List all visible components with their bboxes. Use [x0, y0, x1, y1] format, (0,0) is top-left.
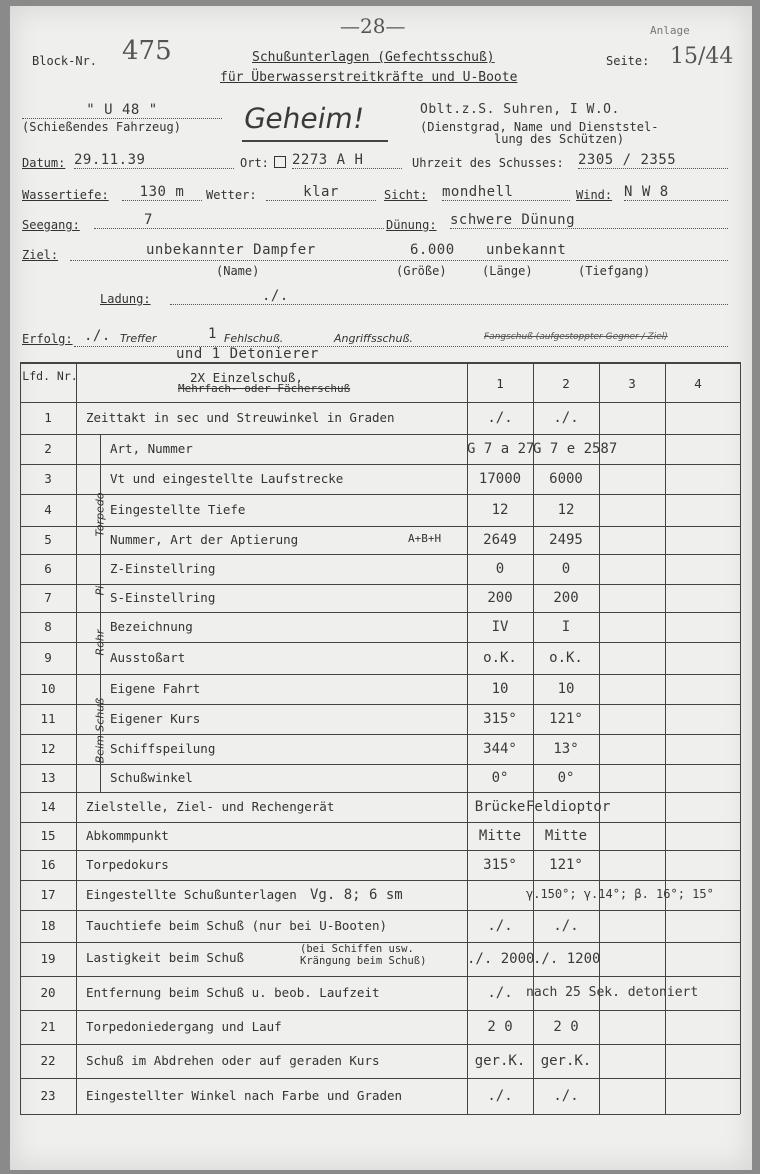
- table-hline: [20, 850, 740, 851]
- group-rohr: Rohr: [93, 629, 107, 656]
- row-value-1: ./.: [487, 918, 513, 934]
- table-hline: [20, 402, 740, 403]
- row-value-1: o.K.: [483, 650, 517, 666]
- col-header-4: 4: [694, 376, 702, 391]
- row-label: Schußwinkel: [110, 770, 193, 785]
- table-hline: [20, 880, 740, 881]
- ziel-laenge-label: (Länge): [482, 264, 533, 278]
- classification-underline: [242, 140, 388, 142]
- row-value-2: 2495: [549, 532, 583, 548]
- row-label: Art, Nummer: [110, 441, 193, 456]
- wassertiefe-label: Wassertiefe:: [22, 188, 109, 202]
- table-hline: [20, 1114, 740, 1115]
- row-label: Abkommpunkt: [86, 828, 169, 843]
- table-hline: [20, 494, 740, 495]
- table-hline: [20, 1044, 740, 1045]
- grid-square-icon: [274, 156, 286, 168]
- form-sheet: [10, 6, 752, 1170]
- block-label: Block-Nr.: [32, 54, 98, 68]
- table-hline: [20, 1010, 740, 1011]
- datum-value: 29.11.39: [74, 152, 234, 169]
- ziel-name-value: unbekannter Dampfer: [146, 242, 316, 258]
- row-label: Eingestellte Tiefe: [110, 502, 246, 517]
- shooter-label-1: (Dienstgrad, Name und Dienststel-: [420, 120, 659, 134]
- row-number: 13: [40, 770, 56, 785]
- row-number: 3: [44, 471, 52, 486]
- table-vline: [665, 362, 666, 1114]
- row-number: 12: [40, 741, 56, 756]
- col-header-3: 3: [628, 376, 636, 391]
- row-label: Zielstelle, Ziel- und Rechengerät: [86, 799, 335, 814]
- row-value-2: 121°: [549, 857, 583, 873]
- row-value-2: Mitte: [544, 828, 588, 844]
- row-value-1: Brücke: [474, 799, 526, 815]
- table-hline: [20, 612, 740, 613]
- row-value-2: 0°: [557, 770, 575, 786]
- row-label: Eigener Kurs: [110, 711, 201, 726]
- erfolg-fehl-value: 1: [208, 326, 217, 342]
- ziel-groesse-label: (Größe): [396, 264, 447, 278]
- erfolg-treffer-value: ./.: [84, 328, 111, 344]
- shooter-value: Oblt.z.S. Suhren, I W.O.: [420, 102, 620, 117]
- classification-stamp: Geheim!: [241, 102, 368, 135]
- row-value-1: IV: [491, 619, 509, 635]
- page-label: Seite:: [606, 54, 650, 68]
- row-label: Ausstoßart: [110, 650, 186, 665]
- row-value-2: ./. 1200: [533, 951, 601, 967]
- block-number: 475: [122, 36, 172, 66]
- ladung-value: ./.: [170, 288, 728, 305]
- row-value-2: 0: [561, 561, 571, 577]
- row-value-1: 344°: [483, 741, 517, 757]
- table-hline: [20, 434, 740, 435]
- erfolg-angriff-label: Angriffsschuß.: [334, 332, 413, 345]
- ort-label: Ort:: [240, 156, 269, 170]
- row-value-1: 0°: [491, 770, 509, 786]
- wetter-label: Wetter:: [206, 188, 257, 202]
- row-number: 14: [40, 799, 56, 814]
- row-value-2: nach 25 Sek. detoniert: [526, 985, 699, 1000]
- table-hline: [20, 822, 740, 823]
- group-torpedo: Torpedo: [93, 492, 107, 537]
- table-hline: [20, 734, 740, 735]
- col-header-1: 1: [496, 376, 504, 391]
- table-hline: [20, 526, 740, 527]
- table-vline: [76, 362, 77, 1114]
- row-value-1: 12: [491, 502, 509, 518]
- row-label: Tauchtiefe beim Schuß (nur bei U-Booten): [86, 918, 388, 933]
- group-beim-schuss: Beim Schuß: [93, 697, 107, 764]
- row-label: Eingestellter Winkel nach Farbe und Graden: [86, 1088, 403, 1103]
- duenung-label: Dünung:: [386, 218, 437, 232]
- row-number: 15: [40, 828, 56, 843]
- row-value-2: ./.: [553, 1088, 579, 1104]
- row-label: Bezeichnung: [110, 619, 193, 634]
- vessel-value: " U 48 ": [22, 102, 222, 119]
- table-hline: [20, 1078, 740, 1079]
- col-header-2: 2: [562, 376, 570, 391]
- row-label: Schuß im Abdrehen oder auf geraden Kurs: [86, 1053, 380, 1068]
- vessel-label: (Schießendes Fahrzeug): [22, 120, 181, 134]
- shot-type-struck: Mehrfach- oder Fächerschuß: [178, 382, 351, 395]
- ziel-groesse-value: 6.000: [410, 242, 455, 258]
- row-value-2: Feldioptor: [526, 799, 611, 815]
- wind-label: Wind:: [576, 188, 613, 202]
- wassertiefe-value: 130 m: [122, 184, 202, 201]
- row-number: 6: [44, 561, 52, 576]
- wetter-value: klar: [266, 184, 376, 201]
- wind-value: N W 8: [624, 184, 728, 201]
- table-vline: [599, 362, 600, 1114]
- row-label: Eigene Fahrt: [110, 681, 201, 696]
- table-hline: [20, 976, 740, 977]
- ziel-tiefgang-label: (Tiefgang): [578, 264, 651, 278]
- row-label: Entfernung beim Schuß u. beob. Laufzeit: [86, 985, 380, 1000]
- row-number: 11: [40, 711, 56, 726]
- shooter-label-2: lung des Schützen): [494, 132, 625, 146]
- col-lfd-header: Lfd. Nr.: [22, 369, 78, 383]
- table-hline: [20, 704, 740, 705]
- uhrzeit-label: Uhrzeit des Schusses:: [412, 156, 564, 170]
- duenung-value: schwere Dünung: [450, 212, 728, 229]
- row-number: 23: [40, 1088, 56, 1103]
- row-value-1: 0: [495, 561, 505, 577]
- table-hline: [20, 362, 740, 364]
- form-title-2: für Überwasserstreitkräfte und U-Boote: [220, 70, 518, 85]
- row-value-1: 200: [487, 590, 513, 606]
- table-hline: [20, 674, 740, 675]
- row-number: 7: [44, 590, 52, 605]
- table-hline: [20, 584, 740, 585]
- erfolg-dotline: [74, 346, 728, 347]
- row-value-1: ./.: [487, 985, 513, 1001]
- row-number: 18: [40, 918, 56, 933]
- erfolg-extra: und 1 Detonierer: [176, 346, 319, 362]
- table-vline: [740, 362, 741, 1114]
- row-label: Torpedoniedergang und Lauf: [86, 1019, 282, 1034]
- erfolg-treffer-label: Treffer: [120, 332, 157, 345]
- row-value-1: 10: [491, 681, 509, 697]
- row-label: Schiffspeilung: [110, 741, 216, 756]
- row-value-2: 6000: [549, 471, 583, 487]
- row-label: Eingestellte Schußunterlagen: [86, 887, 297, 902]
- datum-label: Datum:: [22, 156, 66, 170]
- row-number: 5: [44, 532, 52, 547]
- row-number: 16: [40, 857, 56, 872]
- row-label: S-Einstellring: [110, 590, 216, 605]
- row-number: 8: [44, 619, 52, 634]
- seegang-label: Seegang:: [22, 218, 80, 232]
- table-hline: [20, 554, 740, 555]
- row-value-1: ./.: [487, 1088, 513, 1104]
- annotation-row5: A+B+H: [408, 532, 442, 545]
- row-label: Zeittakt in sec und Streuwinkel in Graden: [86, 410, 395, 425]
- row-value-1: Vg. 8; 6 sm: [310, 887, 403, 903]
- row-value-1: Mitte: [478, 828, 522, 844]
- row-value-2: 12: [557, 502, 575, 518]
- row-number: 4: [44, 502, 52, 517]
- row-value-2: 121°: [549, 711, 583, 727]
- row-label-note: (bei Schiffen usw. Krängung beim Schuß): [300, 943, 427, 967]
- row-value-2: 200: [553, 590, 579, 606]
- table-hline: [20, 464, 740, 465]
- uhrzeit-value: 2305 / 2355: [578, 152, 728, 169]
- row-value-2: 10: [557, 681, 575, 697]
- shot-type: 2X Einzelschuß,: [190, 370, 303, 385]
- table-vline: [20, 362, 21, 1114]
- row-value-2: ./.: [553, 918, 579, 934]
- ort-value: 2273 A H: [292, 152, 402, 169]
- row-value-2: G 7 e 2587: [533, 441, 618, 457]
- erfolg-label: Erfolg:: [22, 332, 73, 346]
- sicht-value: mondhell: [442, 184, 570, 201]
- row-value-1: 315°: [483, 857, 517, 873]
- table-hline: [20, 642, 740, 643]
- row-number: 22: [40, 1053, 56, 1068]
- row-number: 17: [40, 887, 56, 902]
- shot-table: [20, 362, 740, 1114]
- row-label: Z-Einstellring: [110, 561, 216, 576]
- row-value-1: G 7 a 27: [467, 441, 535, 457]
- erfolg-fehl-label: Fehlschuß.: [224, 332, 284, 345]
- row-value-2: γ.150°; γ.14°; β. 16°; 15°: [526, 887, 714, 901]
- row-number: 2: [44, 441, 52, 456]
- row-label: Nummer, Art der Aptierung: [110, 532, 299, 547]
- row-value-1: 17000: [478, 471, 522, 487]
- row-value-2: I: [561, 619, 571, 635]
- row-value-2: ./.: [553, 410, 579, 426]
- ziel-name-label: (Name): [216, 264, 260, 278]
- ziel-label: Ziel:: [22, 248, 59, 262]
- row-value-2: ger.K.: [540, 1053, 592, 1069]
- row-label: Vt und eingestellte Laufstrecke: [110, 471, 344, 486]
- row-number: 1: [44, 410, 52, 425]
- row-number: 9: [44, 650, 52, 665]
- row-value-2: 2 0: [553, 1019, 579, 1035]
- row-value-1: 2649: [483, 532, 517, 548]
- row-number: 20: [40, 985, 56, 1000]
- row-value-1: ./.: [487, 410, 513, 426]
- sicht-label: Sicht:: [384, 188, 428, 202]
- row-number: 21: [40, 1019, 56, 1034]
- row-value-1: ./. 2000: [467, 951, 535, 967]
- row-value-1: 2 0: [487, 1019, 513, 1035]
- ziel-laenge-value: unbekannt: [486, 242, 567, 258]
- stamp-text: Anlage: [650, 24, 690, 37]
- erfolg-fangschuss-label: Fangschuß (aufgestoppter Gegner / Ziel): [484, 332, 668, 342]
- ziel-dotline: [70, 260, 728, 261]
- page-mark: —28—: [340, 14, 406, 38]
- row-value-2: o.K.: [549, 650, 583, 666]
- table-hline: [20, 764, 740, 765]
- seegang-value: 7: [94, 212, 384, 229]
- row-number: 19: [40, 951, 56, 966]
- page-number: 15/44: [670, 44, 734, 69]
- row-label: Lastigkeit beim Schuß: [86, 950, 245, 965]
- row-number: 10: [40, 681, 56, 696]
- row-label: Torpedokurs: [86, 857, 169, 872]
- ladung-label: Ladung:: [100, 292, 151, 306]
- table-hline: [20, 792, 740, 793]
- row-value-2: 13°: [553, 741, 579, 757]
- row-value-1: ger.K.: [474, 1053, 526, 1069]
- table-hline: [20, 910, 740, 911]
- group-pi: Pi: [93, 585, 107, 596]
- form-title-1: Schußunterlagen (Gefechtsschuß): [252, 50, 495, 65]
- row-value-1: 315°: [483, 711, 517, 727]
